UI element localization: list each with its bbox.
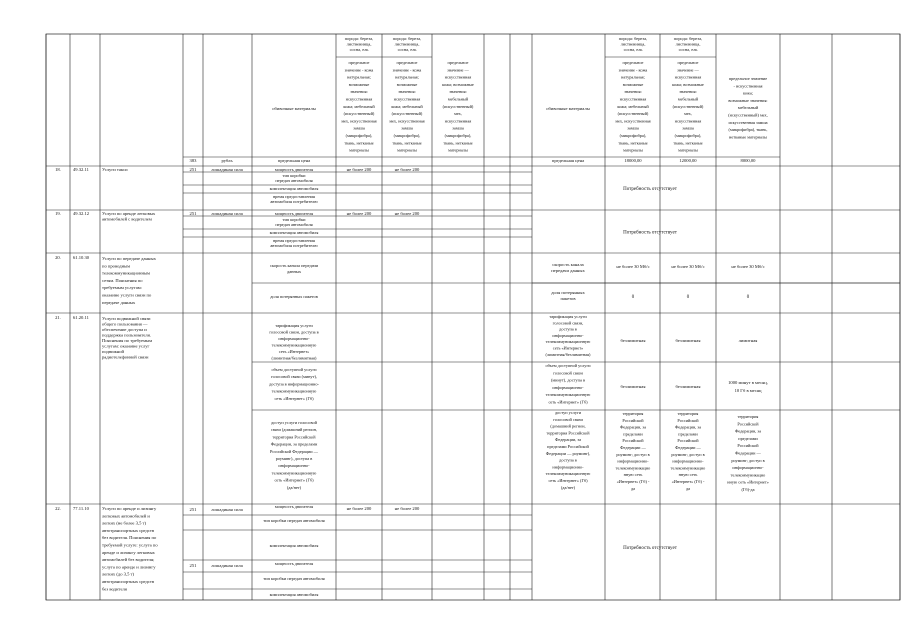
okpd-code: 61.10.30 [73, 255, 90, 260]
upholstery-value: материалы [448, 147, 468, 153]
char-value: не более 30 Мб/с [731, 264, 765, 269]
characteristic-name: сеть «Интернет» (Гб) [548, 478, 588, 483]
upholstery-value: (искусственный) [617, 111, 649, 117]
service-name: Услуги такси [102, 167, 128, 172]
char-value: Федерации, за [619, 424, 647, 430]
char-value: да [685, 485, 691, 491]
service-name: требуемым услугам: [102, 285, 142, 291]
upholstery-value: (искусственный) [672, 103, 704, 109]
upholstery-value: кожа; возможные [442, 81, 474, 87]
service-name: без водителя. Пояснения по [102, 535, 157, 541]
upholstery-value: (искусственный) мех, [728, 112, 768, 118]
characteristic-name: доля потерянных [551, 290, 585, 295]
characteristic-name: тип коробки [282, 217, 306, 222]
upholstery-value: (искусственный) [442, 103, 474, 109]
upholstery-value: замша [627, 125, 639, 131]
wood-species-value: лиственница, [394, 41, 420, 47]
upholstery-value: материалы [349, 147, 369, 153]
wood-species-value: сосна, ель [678, 47, 698, 52]
wood-species-value: порода: береза, [344, 36, 374, 41]
okpd-code: 49.32.12 [73, 211, 90, 216]
char-value: не более 200 [346, 167, 372, 172]
characteristic-name: роуминг), доступа в [275, 456, 313, 461]
upholstery-value: значения: [679, 89, 697, 95]
upholstery-value: замша [401, 125, 413, 131]
char-value: Федерации — [675, 445, 701, 450]
characteristic-name: комплектация автомобиля [269, 230, 319, 235]
characteristic-name: мощность двигателя [274, 504, 314, 509]
characteristic-name: мощность двигателя [274, 211, 314, 216]
characteristic-name-cont: автомобиля потребителю [270, 243, 318, 248]
unit-name: лошадиная сила [211, 211, 243, 216]
service-name: сетям. Пояснения по [102, 277, 143, 283]
row-number: 18. [55, 167, 61, 172]
upholstery-value: кожа; [743, 90, 753, 96]
characteristic-name: комплектация автомобиля [269, 543, 319, 548]
char-value: территория [677, 411, 699, 416]
char-value: Российской [737, 421, 759, 427]
upholstery-value: - искусственная [733, 83, 763, 89]
char-value: телекоммуникацио [670, 465, 706, 471]
upholstery-value: искусственная [393, 96, 421, 102]
upholstery-value: замша [452, 125, 464, 131]
char-value: телекоммуникацио [615, 465, 651, 471]
char-value: Федерации, за [674, 424, 702, 430]
upholstery-value: мебельный [447, 96, 469, 102]
upholstery-value: искусственная [345, 96, 373, 102]
characteristic-name: время предоставления [273, 194, 315, 199]
characteristic-name: телекоммуникационную [271, 470, 317, 476]
char-value: «Интернет» (Гб) - [671, 479, 705, 484]
upholstery-value: предельное значение [728, 76, 768, 81]
wood-species-value: лиственница, [346, 41, 372, 47]
unit-name: лошадиная сила [211, 167, 243, 172]
upholstery-value: искусственная [674, 74, 702, 80]
upholstery-value: материалы [678, 147, 698, 153]
price-label: предельная цена [551, 158, 585, 163]
characteristic-name: доля потерянных пакетов [270, 294, 318, 299]
upholstery-value: предельное [677, 60, 699, 65]
upholstery-label: обивочные материалы [272, 106, 316, 111]
char-value: 1000 минут в месяц, [728, 380, 768, 385]
char-value: Российской [677, 417, 699, 423]
characteristic-name: тарификация услуги [275, 323, 313, 328]
service-name: поддержка пользователя. [102, 332, 151, 338]
characteristic-name: тип коробки [282, 173, 306, 178]
characteristic-name: сеть «Интернет» [552, 345, 584, 351]
characteristic-name: (да/нет) [560, 484, 576, 490]
service-name: по проводным [102, 263, 131, 269]
characteristic-name: Российской Федерации — [270, 448, 318, 454]
service-name: легковых автомобилей и [102, 513, 150, 519]
characteristic-name: тип коробки передач автомобиля [263, 518, 325, 523]
characteristic-name: информационно- [278, 463, 310, 469]
characteristic-name: голосовой связи [553, 370, 583, 376]
char-value: безлимитная [620, 338, 646, 343]
upholstery-value: искусственная [444, 74, 472, 80]
characteristic-name: Федерации, за [554, 437, 582, 443]
upholstery-value: значение — [447, 67, 469, 73]
char-value: не более 200 [346, 211, 372, 216]
characteristic-name: комплектация автомобиля [269, 186, 319, 191]
price-value: 12000,00 [679, 158, 697, 163]
upholstery-value: натуральная; [347, 74, 371, 80]
char-value: роуминг; доступ в [671, 451, 705, 457]
okei-code: 251 [189, 507, 197, 512]
upholstery-value: возможные [348, 81, 370, 87]
wood-species-value: сосна, ель [623, 47, 643, 52]
price-code: 383 [189, 158, 197, 163]
char-value: пределами [738, 435, 758, 441]
char-value: пределами [623, 431, 643, 437]
characteristic-name-cont: передачи данных [551, 268, 585, 273]
need-absent-note: Потребность отсутствует [623, 230, 677, 236]
characteristic-name: скорость канала [552, 262, 584, 267]
characteristic-name: мощность двигателя [274, 167, 314, 172]
service-name: оказание услуги связи по [102, 292, 152, 298]
characteristic-name: доступа в информационно- [269, 381, 319, 387]
service-name: автотранспортных средств [102, 579, 155, 584]
service-name: легких (до 3,5 т) [102, 571, 135, 577]
characteristic-name: скорость канала передачи [269, 263, 319, 268]
wood-species-value: порода: береза, [618, 36, 648, 41]
upholstery-value: мех, искусственная [341, 118, 377, 124]
service-name: услугам: оказание услуг [102, 343, 150, 349]
upholstery-label: обивочные материалы [546, 106, 590, 111]
characteristic-name-cont: данных [286, 269, 302, 274]
characteristic-name: телекоммуникационную [545, 392, 591, 398]
characteristic-name: телекоммуникационную [271, 342, 317, 348]
upholstery-value: ткань, нетканые [673, 140, 703, 146]
row-number: 20. [55, 255, 61, 260]
service-name: автотранспортных средств [102, 527, 155, 533]
char-value: 0 [631, 295, 635, 300]
characteristic-name: голосовой связи [553, 416, 583, 422]
characteristic-name: (да/нет) [286, 484, 302, 490]
characteristic-name: территория Российской [272, 434, 316, 440]
char-value: пределами [678, 431, 698, 437]
upholstery-value: значение - кожа [618, 67, 648, 73]
service-name: требуемой услуге: услуга по [102, 542, 158, 548]
characteristic-name: (лимитная/безлимитная) [271, 355, 317, 361]
upholstery-value: материалы [623, 147, 643, 153]
char-value: лимитная [738, 338, 758, 343]
characteristic-name-cont: передач автомобиля [275, 222, 313, 227]
characteristic-name: объем доступной услуги [545, 363, 591, 368]
char-value: нную сеть «Интернет» [727, 479, 769, 485]
char-value: безлимитная [675, 338, 701, 343]
upholstery-value: искусственная [674, 118, 702, 124]
characteristic-name: тарификация услуги [549, 314, 587, 319]
characteristic-name: комплектация автомобиля [269, 592, 319, 597]
service-name: без водителя [102, 586, 127, 592]
upholstery-value: искусственная [444, 118, 472, 124]
characteristic-name: территория Российской [546, 430, 590, 436]
characteristic-name: информационно- [278, 336, 310, 341]
char-value: Федерации — [735, 450, 761, 456]
upholstery-value: (искусственный) [343, 111, 375, 117]
upholstery-value: ткань, нетканые [618, 140, 648, 146]
characteristic-name: сеть «Интернет» (Гб) [274, 395, 314, 401]
upholstery-value: предельное [622, 60, 644, 65]
upholstery-value: мех, искусственная [389, 118, 425, 124]
char-value: не более 30 Мб/с [616, 264, 650, 269]
service-name: радиотелефонной связи [102, 354, 149, 360]
okei-code: 251 [189, 211, 197, 216]
upholstery-value: мех, искусственная [615, 118, 651, 124]
row-number: 19. [55, 211, 61, 216]
upholstery-value: нетканые материалы [729, 134, 767, 140]
upholstery-value: значения: [398, 89, 416, 95]
upholstery-value: (микрофибра), ткань, [728, 127, 768, 133]
upholstery-value: замша [353, 125, 365, 131]
price-value: 18000,00 [624, 158, 642, 163]
characteristic-name: голосовой связи (минут), [271, 374, 317, 380]
upholstery-value: значение - кожа [392, 67, 422, 73]
price-unit: рубль [221, 158, 233, 163]
char-value: не более 30 Мб/с [671, 264, 705, 269]
characteristic-name: доступа в [559, 326, 577, 332]
service-name: передаче данных [102, 299, 136, 305]
upholstery-value: (микрофибра), [444, 133, 472, 138]
service-name: аренде и лизингу легковых [102, 549, 155, 555]
characteristic-name-cont: автомобиля потребителю [270, 199, 318, 204]
char-value: Российской [622, 417, 644, 423]
upholstery-value: предельное [447, 60, 469, 65]
upholstery-value: кожа; возможные [672, 81, 704, 87]
okei-code: 251 [189, 167, 197, 172]
characteristic-name: телекоммуникационную [545, 339, 591, 345]
upholstery-value: замша [682, 125, 694, 131]
characteristic-name: Федерации, за пределами [270, 441, 318, 447]
upholstery-value: натуральная; [621, 74, 645, 80]
upholstery-value: (микрофибра), [674, 133, 702, 138]
char-value: 0 [746, 295, 750, 300]
characteristic-name: тип коробки передач автомобиля [263, 576, 325, 581]
characteristic-name: информационно- [552, 464, 584, 470]
price-label: предельная цена [277, 158, 311, 163]
service-name: Услуги по аренде и лизингу [102, 506, 157, 511]
service-name: услуга по аренде и лизингу [102, 564, 156, 570]
service-name: обеспечение доступа и [102, 327, 147, 332]
char-value: (Гб)-да [741, 487, 755, 492]
upholstery-value: мебельный [737, 105, 759, 111]
service-name: подвижной [102, 349, 124, 354]
upholstery-value: кожа; мебельный [343, 103, 375, 109]
char-value: безлимитная [620, 384, 646, 389]
char-value: территория [622, 411, 644, 416]
char-value: не более 200 [394, 506, 420, 511]
char-value: нную сеть [623, 472, 643, 478]
char-value: 0 [686, 295, 690, 300]
need-absent-note: Потребность отсутствует [623, 546, 677, 551]
char-value: нную сеть [678, 472, 698, 478]
characteristic-name: сеть «Интернет» (Гб) [548, 399, 588, 405]
wood-species-value: порода: береза, [392, 36, 422, 41]
characteristic-name: объем доступной услуги [271, 367, 317, 372]
upholstery-value: возможные [396, 81, 418, 87]
upholstery-value: значения: [449, 89, 467, 95]
upholstery-value: значения: [624, 89, 642, 95]
characteristic-name: доступ услуги [554, 410, 582, 415]
wood-species-value: лиственница, [620, 41, 646, 47]
char-value: информационно- [617, 458, 649, 464]
characteristic-name: информационно- [552, 384, 584, 390]
upholstery-value: возможные [622, 81, 644, 87]
char-value: Российской [622, 438, 644, 444]
upholstery-value: мех, [684, 111, 692, 117]
upholstery-value: кожа; мебельный [391, 103, 423, 109]
characteristic-name: доступ услуги голосовой [271, 420, 317, 425]
service-name: автомобилей без водителя; [102, 557, 155, 563]
wood-species-value: сосна, ель [397, 47, 417, 52]
need-absent-note: Потребность отсутствует [623, 187, 677, 192]
wood-species-value: порода: береза, [673, 36, 703, 41]
char-value: Российской [737, 443, 759, 449]
okpd-code: 49.32.11 [73, 167, 89, 172]
characteristic-name: голосовой связи, [552, 320, 584, 326]
characteristic-name: (домашний регион, [550, 423, 586, 429]
char-value: информационно- [672, 458, 704, 464]
upholstery-value: (искусственный) [391, 111, 423, 117]
char-value: не более 200 [346, 506, 372, 511]
service-name: Услуги подвижной связи [102, 316, 151, 321]
characteristic-name: Федерации — роуминг), [545, 450, 591, 456]
characteristic-name: (минут), доступа в [551, 377, 585, 383]
characteristic-name: доступа в [559, 457, 577, 463]
service-name: автомобилей с водителем [102, 216, 152, 222]
service-name: Услуги по аренде легковых [102, 211, 156, 216]
char-value: Российской [677, 438, 699, 444]
char-value: роуминг; доступ в [731, 457, 765, 463]
characteristic-name-cont: пакетов [560, 296, 576, 301]
char-value: «Интернет» (Гб) - [616, 479, 650, 484]
upholstery-value: (микрофибра), [393, 133, 421, 138]
row-number: 22. [55, 506, 61, 511]
wood-species-value: лиственница, [675, 41, 701, 47]
service-name: Пояснения по требуемым [102, 338, 152, 343]
upholstery-value: (микрофибра), [345, 133, 373, 138]
characteristic-name: связи (домашний регион, [270, 427, 318, 433]
characteristic-name-cont: передач автомобиля [275, 178, 313, 183]
okpd-code: 77.11.10 [73, 506, 89, 511]
upholstery-value: возможные значения: [728, 97, 768, 103]
char-value: информационно- [732, 465, 764, 471]
wood-species-value: сосна, ель [349, 47, 369, 52]
char-value: да [630, 485, 636, 491]
upholstery-value: ткань, нетканые [443, 140, 473, 146]
characteristic-name: телекоммуникационную [271, 388, 317, 394]
service-name: телекоммуникационным [102, 270, 150, 276]
upholstery-value: мебельный [677, 96, 699, 102]
characteristic-name: телекоммуникационную [545, 471, 591, 477]
characteristic-name: сеть «Интернет» (Гб) [274, 477, 314, 483]
okpd-code: 61.20.11 [73, 315, 89, 320]
upholstery-value: предельное [348, 60, 370, 65]
okei-code: 251 [189, 563, 197, 568]
upholstery-value: мех, [454, 111, 462, 117]
unit-name: лошадиная сила [211, 563, 243, 568]
characteristic-name: голосовой связи, доступа в [269, 329, 319, 335]
upholstery-value: значение — [677, 67, 699, 73]
service-name: легких (не более 3,5 т) [102, 520, 147, 526]
upholstery-value: кожа; мебельный [617, 103, 649, 109]
service-name: общего пользования — [102, 321, 148, 327]
char-value: не более 200 [394, 211, 420, 216]
upholstery-value: ткань, нетканые [392, 140, 422, 146]
characteristic-name: пределами Российской [547, 444, 589, 449]
char-value: телекоммуникацио [730, 472, 766, 478]
char-value: территория [737, 414, 759, 419]
characteristic-name: мощность двигателя [274, 561, 314, 566]
char-value: Федерации — [620, 445, 646, 450]
characteristic-name: информационно- [552, 332, 584, 338]
char-value: не более 200 [394, 167, 420, 172]
char-value: роуминг; доступ в [616, 451, 650, 457]
characteristic-name: сеть «Интернет» [278, 349, 310, 354]
upholstery-value: материалы [397, 147, 417, 153]
row-number: 21. [55, 315, 61, 320]
upholstery-value: натуральная; [395, 74, 419, 80]
upholstery-value: значения: [350, 89, 368, 95]
unit-name: лошадиная сила [211, 507, 243, 512]
characteristic-name: (лимитная/безлимитная) [545, 351, 591, 357]
upholstery-value: значение - кожа [344, 67, 374, 73]
upholstery-value: искусственная [619, 96, 647, 102]
upholstery-value: предельное [396, 60, 418, 65]
upholstery-value: (микрофибра), [619, 133, 647, 138]
service-name: Услуги по передаче данных [102, 256, 156, 261]
char-value: безлимитная [675, 384, 701, 389]
upholstery-value: ткань, нетканые [344, 140, 374, 146]
char-value: 10 Гб в месяц [734, 388, 762, 393]
char-value: Федерации, за [734, 428, 762, 434]
upholstery-value: искусственная замша [728, 119, 768, 125]
characteristic-name: время предоставления [273, 238, 315, 243]
price-value: 8000,00 [740, 158, 756, 163]
